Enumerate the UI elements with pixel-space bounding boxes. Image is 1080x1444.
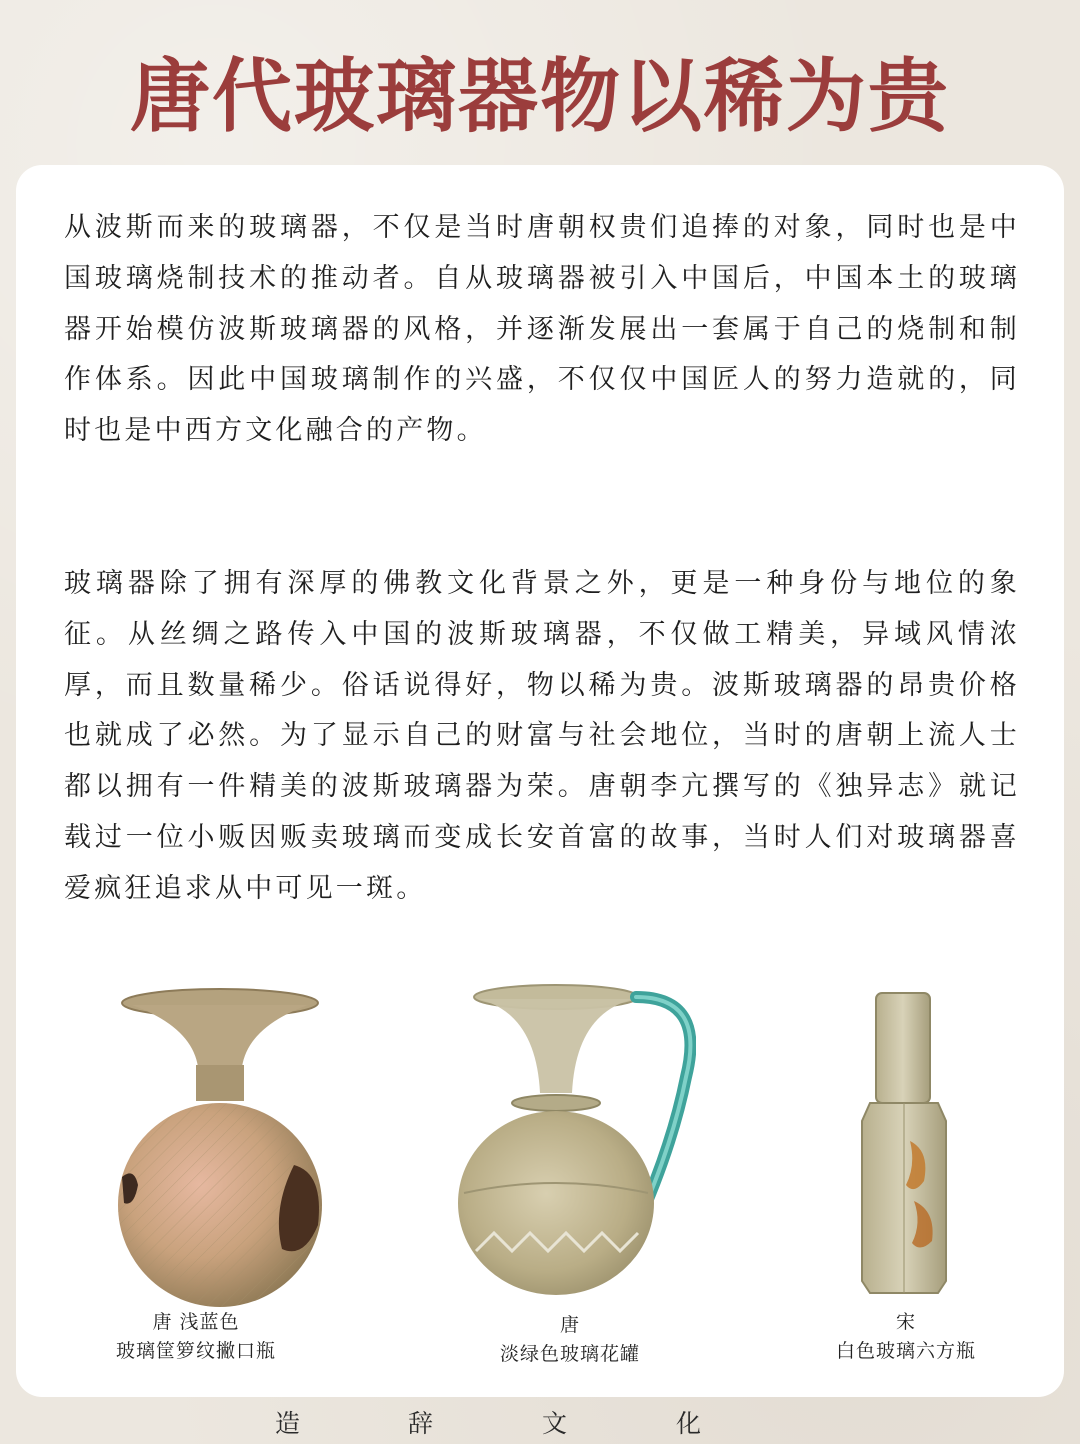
hexagonal-bottle-icon bbox=[854, 991, 954, 1295]
footer-char: 造 bbox=[275, 1409, 301, 1438]
footer-brand bbox=[0, 1404, 1080, 1444]
page-title: 唐代玻璃器物以稀为贵 bbox=[130, 50, 950, 143]
paragraph-2: 玻璃器除了拥有深厚的佛教文化背景之外，更是一种身份与地位的象征。从丝绸之路传入中国的波斯玻璃器，不仅做工精美，异域风情浓厚，而且数量稀少。俗话说得好，物以稀为贵。波斯玻璃器的昂贵价格也就成了必然。为了显示自己的财富与社会地位，当时的唐朝上流人士都以拥有一件精美的波斯玻璃器为荣。唐朝李亢撰写的《独异志》就记载过一位小贩因贩卖玻璃而变成长安首富的故事，当时人们对玻璃器喜爱疯狂追求从中可见一斑。 bbox=[64, 568, 1020, 904]
paragraph-1: 从波斯而来的玻璃器，不仅是当时唐朝权贵们追捧的对象，同时也是中国玻璃烧制技术的推动者。自从玻璃器被引入中国后，中国本土的玻璃器开始模仿波斯玻璃器的风格，并逐渐发展出一套属于自己的烧制和制作体系。因此中国玻璃制作的兴盛，不仅仅中国匠人的努力造就的，同时也是中西方文化融合的产物。 bbox=[64, 212, 1020, 447]
footer-char: 化 bbox=[676, 1409, 702, 1438]
glass-vase-icon bbox=[102, 987, 338, 1307]
artifact-caption-1: 唐 浅蓝色 玻璃筐箩纹撇口瓶 bbox=[115, 1311, 276, 1362]
artifact-caption-2: 唐 淡绿色玻璃花罐 bbox=[499, 1314, 640, 1365]
glass-jug-icon bbox=[456, 983, 696, 1303]
footer-char: 文 bbox=[542, 1409, 568, 1438]
artifact-caption-3: 宋 白色玻璃六方瓶 bbox=[835, 1311, 976, 1362]
content-card bbox=[16, 165, 1064, 1397]
footer-char: 辞 bbox=[408, 1409, 434, 1438]
